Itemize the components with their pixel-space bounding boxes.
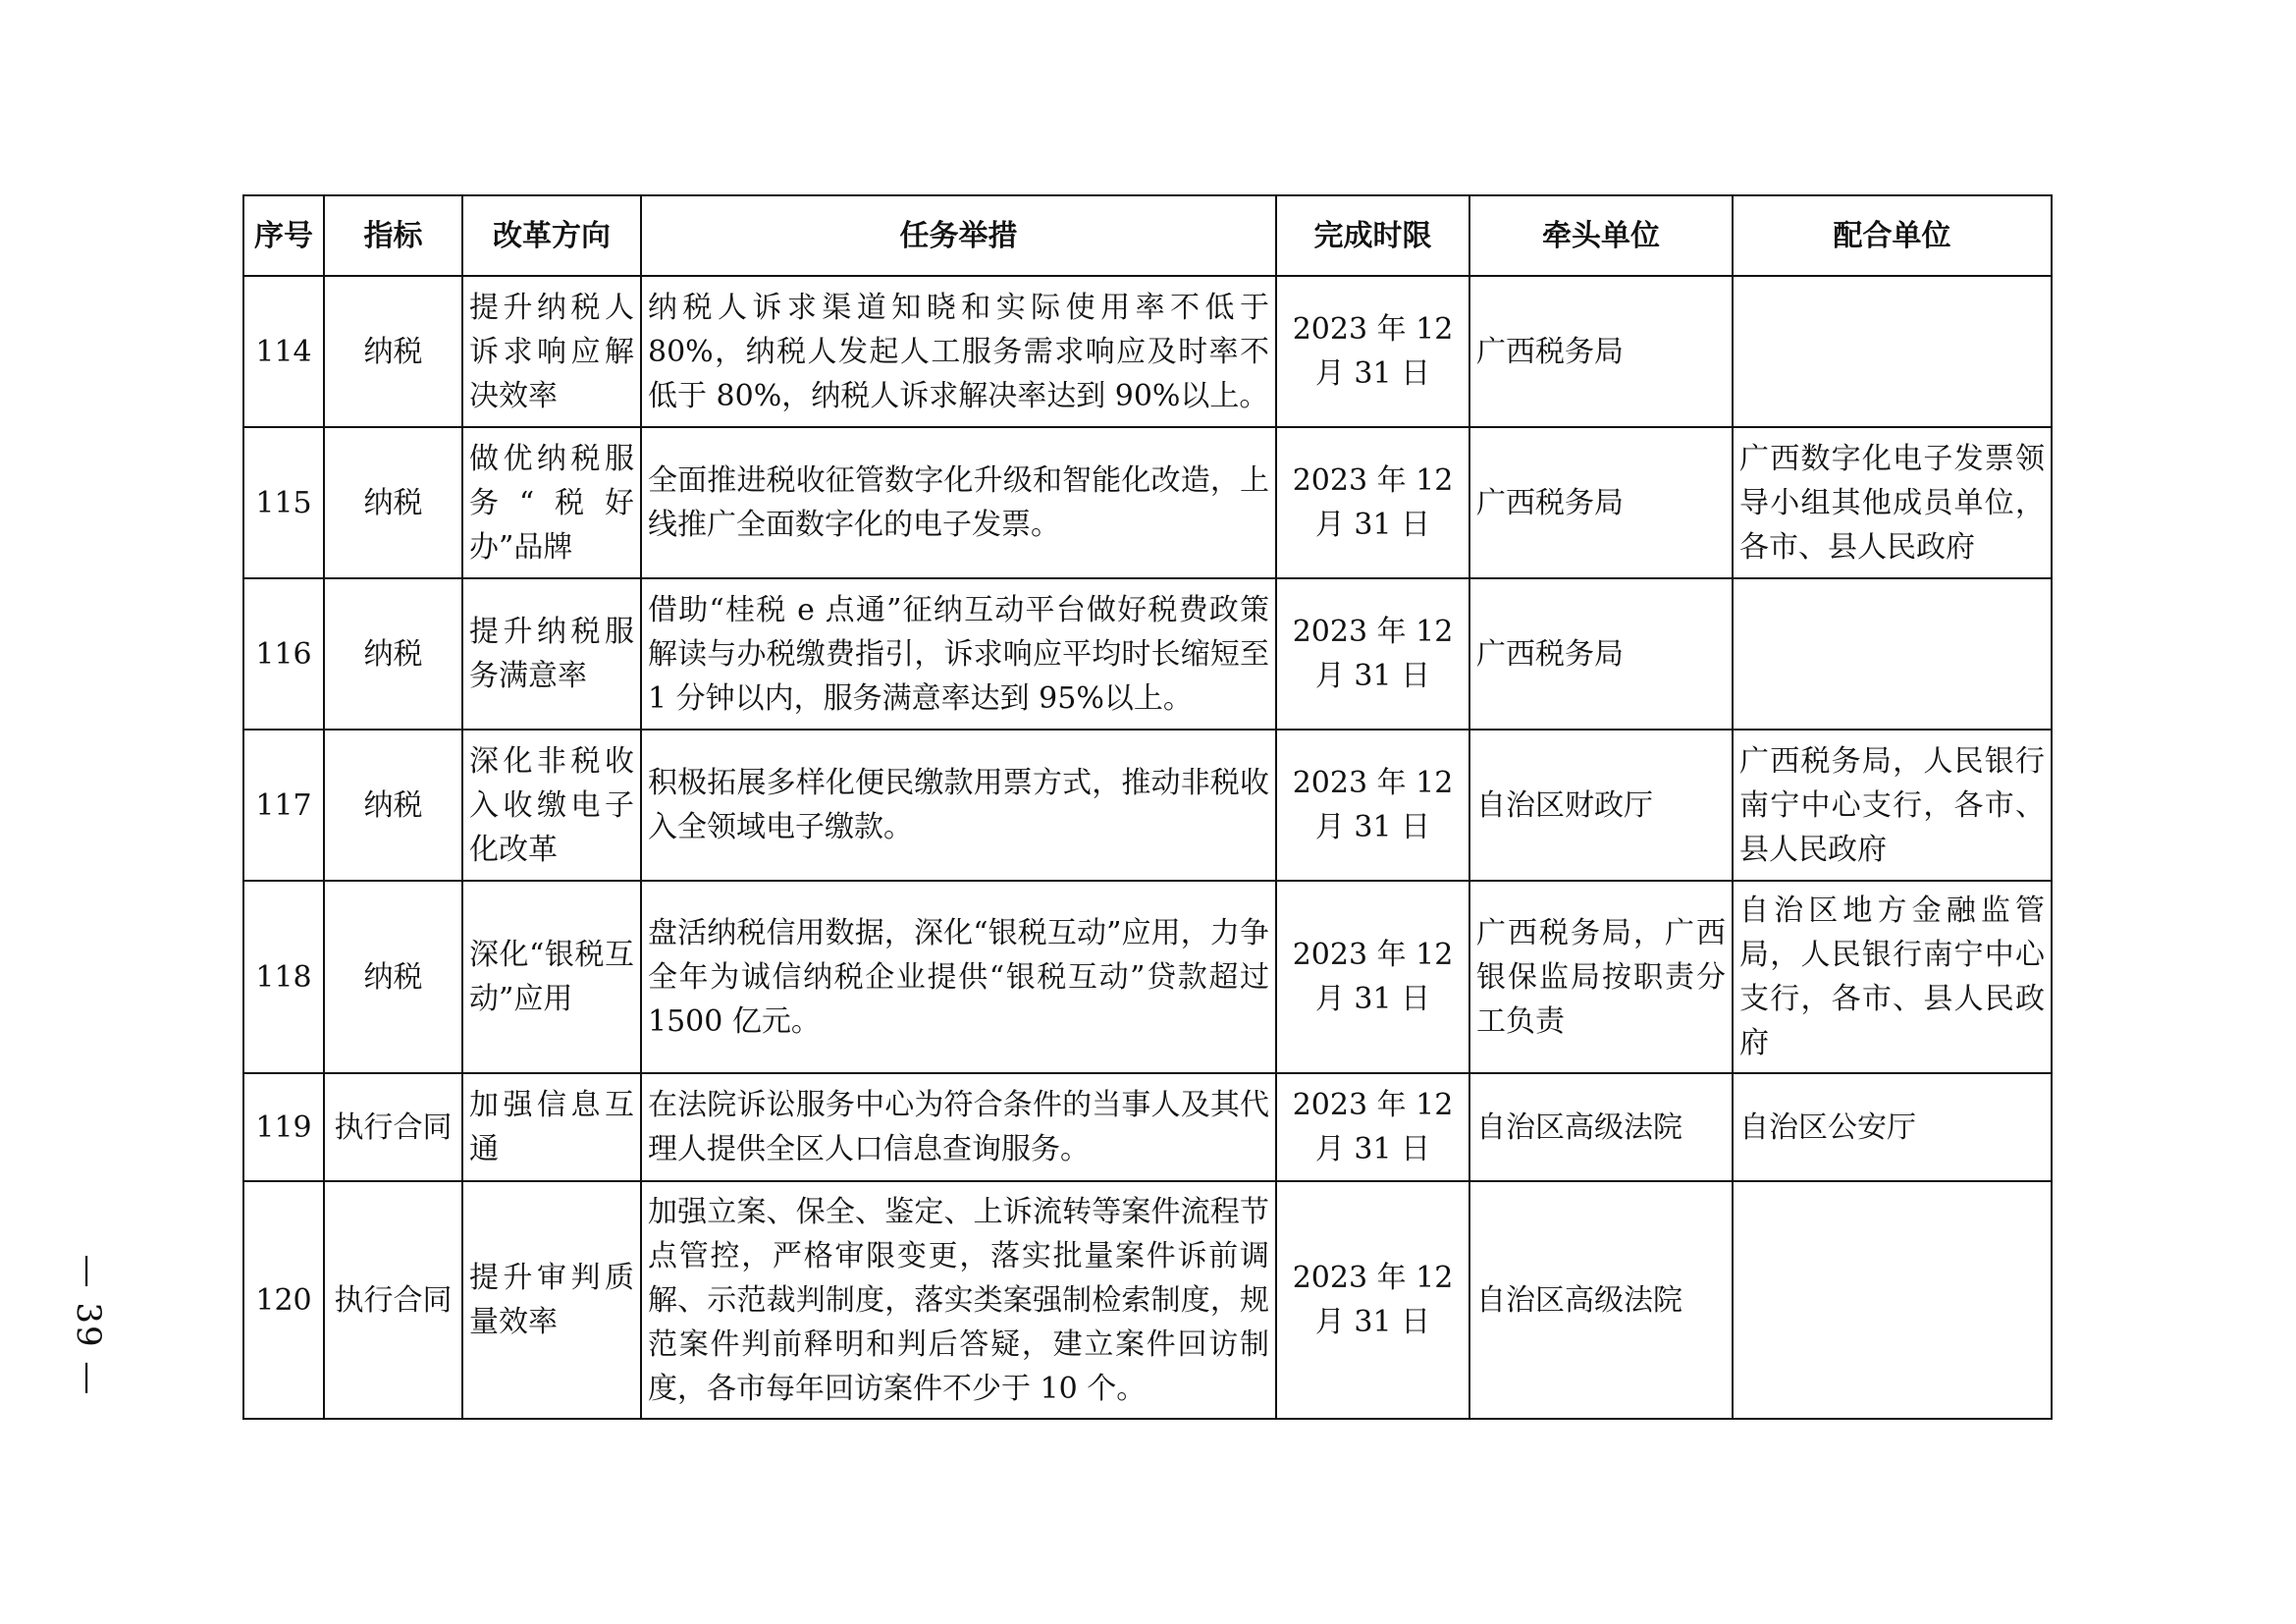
cell-partner: 广西数字化电子发票领导小组其他成员单位，各市、县人民政府	[1733, 427, 2052, 578]
cell-deadline: 2023 年 12 月 31 日	[1276, 276, 1469, 427]
cell-lead: 广西税务局	[1469, 276, 1733, 427]
cell-partner	[1733, 1181, 2052, 1419]
cell-measures: 积极拓展多样化便民缴款用票方式，推动非税收入全领域电子缴款。	[641, 730, 1276, 881]
cell-deadline: 2023 年 12 月 31 日	[1276, 1181, 1469, 1419]
cell-no: 120	[243, 1181, 324, 1419]
cell-measures: 全面推进税收征管数字化升级和智能化改造，上线推广全面数字化的电子发票。	[641, 427, 1276, 578]
table-row	[243, 578, 2052, 730]
cell-partner	[1733, 578, 2052, 730]
cell-no: 116	[243, 578, 324, 730]
cell-direction: 提升纳税人诉求响应解决效率	[462, 276, 641, 427]
cell-lead: 自治区高级法院	[1469, 1073, 1733, 1181]
cell-deadline: 2023 年 12 月 31 日	[1276, 578, 1469, 730]
cell-measures: 在法院诉讼服务中心为符合条件的当事人及其代理人提供全区人口信息查询服务。	[641, 1073, 1276, 1181]
table-row	[243, 427, 2052, 578]
table-header-row	[243, 195, 2052, 276]
cell-no: 117	[243, 730, 324, 881]
cell-direction: 加强信息互通	[462, 1073, 641, 1181]
cell-indicator: 执行合同	[324, 1181, 462, 1419]
cell-no: 115	[243, 427, 324, 578]
cell-no: 119	[243, 1073, 324, 1181]
header-indicator: 指标	[324, 195, 462, 276]
table-row	[243, 881, 2052, 1073]
cell-direction: 提升审判质量效率	[462, 1181, 641, 1419]
cell-deadline: 2023 年 12 月 31 日	[1276, 1073, 1469, 1181]
page-number: — 39 —	[69, 1254, 108, 1397]
header-direction: 改革方向	[462, 195, 641, 276]
cell-no: 118	[243, 881, 324, 1073]
header-deadline: 完成时限	[1276, 195, 1469, 276]
cell-partner: 自治区地方金融监管局，人民银行南宁中心支行，各市、县人民政府	[1733, 881, 2052, 1073]
cell-direction: 做优纳税服务“税好办”品牌	[462, 427, 641, 578]
table-row	[243, 1073, 2052, 1181]
cell-indicator: 纳税	[324, 881, 462, 1073]
cell-measures: 纳税人诉求渠道知晓和实际使用率不低于 80%，纳税人发起人工服务需求响应及时率不低于 80%，纳税人诉求解决率达到 90%以上。	[641, 276, 1276, 427]
header-measures: 任务举措	[641, 195, 1276, 276]
cell-deadline: 2023 年 12 月 31 日	[1276, 881, 1469, 1073]
cell-measures: 借助“桂税 e 点通”征纳互动平台做好税费政策解读与办税缴费指引，诉求响应平均时长缩短至 1 分钟以内，服务满意率达到 95%以上。	[641, 578, 1276, 730]
cell-deadline: 2023 年 12 月 31 日	[1276, 427, 1469, 578]
cell-indicator: 执行合同	[324, 1073, 462, 1181]
cell-measures: 加强立案、保全、鉴定、上诉流转等案件流程节点管控，严格审限变更，落实批量案件诉前调解、示范裁判制度，落实类案强制检索制度，规范案件判前释明和判后答疑，建立案件回访制度，各市每年回访案件不少于 10 个。	[641, 1181, 1276, 1419]
cell-direction: 深化“银税互动”应用	[462, 881, 641, 1073]
header-lead: 牵头单位	[1469, 195, 1733, 276]
table-row	[243, 276, 2052, 427]
cell-indicator: 纳税	[324, 276, 462, 427]
cell-direction: 深化非税收入收缴电子化改革	[462, 730, 641, 881]
cell-partner: 自治区公安厅	[1733, 1073, 2052, 1181]
cell-partner	[1733, 276, 2052, 427]
cell-lead: 广西税务局	[1469, 578, 1733, 730]
cell-direction: 提升纳税服务满意率	[462, 578, 641, 730]
table-row	[243, 1181, 2052, 1419]
cell-no: 114	[243, 276, 324, 427]
cell-indicator: 纳税	[324, 578, 462, 730]
header-no: 序号	[243, 195, 324, 276]
cell-measures: 盘活纳税信用数据，深化“银税互动”应用，力争全年为诚信纳税企业提供“银税互动”贷款超过 1500 亿元。	[641, 881, 1276, 1073]
cell-partner: 广西税务局，人民银行南宁中心支行，各市、县人民政府	[1733, 730, 2052, 881]
cell-deadline: 2023 年 12 月 31 日	[1276, 730, 1469, 881]
cell-lead: 自治区高级法院	[1469, 1181, 1733, 1419]
table-row	[243, 730, 2052, 881]
cell-lead: 广西税务局，广西银保监局按职责分工负责	[1469, 881, 1733, 1073]
header-partner: 配合单位	[1733, 195, 2052, 276]
cell-indicator: 纳税	[324, 730, 462, 881]
cell-indicator: 纳税	[324, 427, 462, 578]
task-table	[242, 194, 2053, 1420]
cell-lead: 自治区财政厅	[1469, 730, 1733, 881]
cell-lead: 广西税务局	[1469, 427, 1733, 578]
